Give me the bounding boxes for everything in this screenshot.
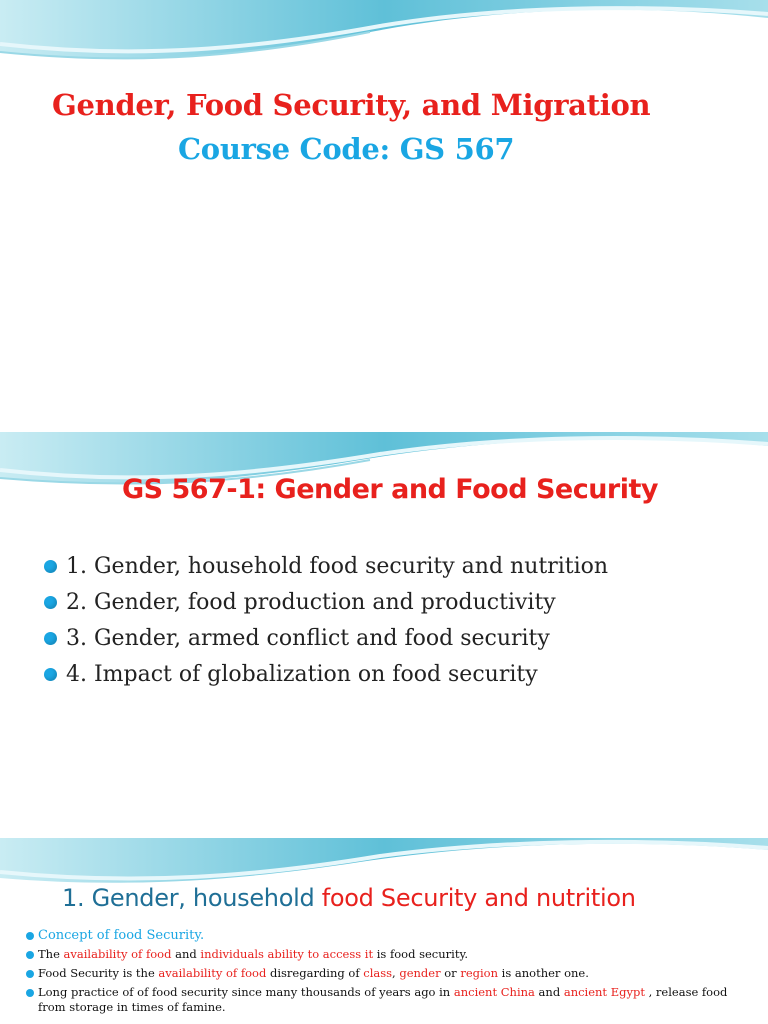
slide-1-title: Gender, Food Security, and Migration: [52, 88, 651, 122]
bullet-dot-icon: [26, 951, 34, 959]
slide-1-subtitle: Course Code: GS 567: [178, 132, 515, 166]
bullet-dot-icon: [44, 632, 57, 645]
header-wave-1: [0, 0, 768, 70]
list-item: The availability of food and individuals ability to access it is food security.: [26, 947, 756, 962]
slide-3-title: 1. Gender, household food Security and nutrition: [62, 884, 636, 912]
bullet-dot-icon: [26, 989, 34, 997]
bullet-dot-icon: [26, 970, 34, 978]
slide-2-title: GS 567-1: Gender and Food Security: [122, 474, 659, 505]
slide-2: [0, 432, 768, 828]
list-item: 3. Gender, armed conflict and food security: [44, 620, 608, 656]
slide-3-bullet-list: [26, 928, 756, 1015]
bullet-dot-icon: [26, 932, 34, 940]
bullet-dot-icon: [44, 596, 57, 609]
slide-2-bullet-list: [44, 548, 608, 692]
list-item: 4. Impact of globalization on food security: [44, 656, 608, 692]
slide-3: [0, 838, 768, 1024]
list-item: 1. Gender, household food security and nutrition: [44, 548, 608, 584]
list-item: 2. Gender, food production and productivity: [44, 584, 608, 620]
list-item: Concept of food Security.: [26, 928, 756, 943]
bullet-dot-icon: [44, 560, 57, 573]
slide-1: [0, 0, 768, 420]
list-item: Food Security is the availability of food disregarding of class, gender or region is another one.: [26, 966, 756, 981]
list-item: Long practice of of food security since many thousands of years ago in ancient China and ancient Egypt , release food from storage in times of famine.: [26, 985, 756, 1015]
bullet-dot-icon: [44, 668, 57, 681]
